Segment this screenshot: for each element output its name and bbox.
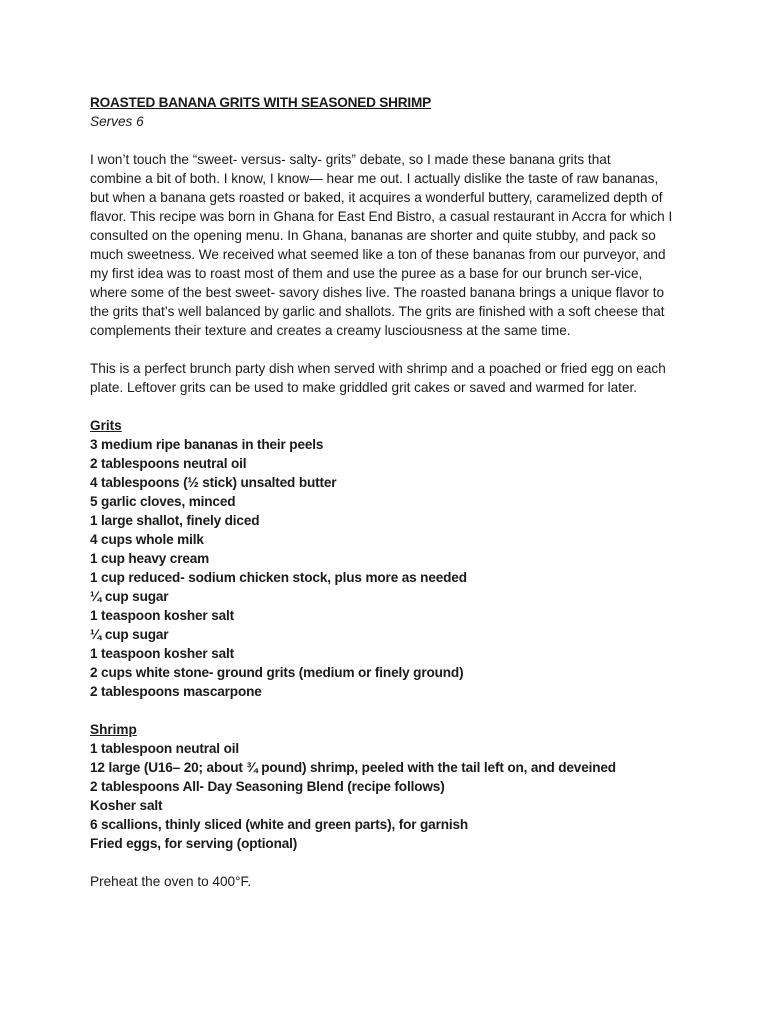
ingredient-item: 1 cup reduced- sodium chicken stock, plus more as needed [90,570,467,585]
spacer [90,701,690,720]
intro-line: flavor. This recipe was born in Ghana for East End Bistro, a casual restaurant in Accra for which I [90,209,673,224]
spacer [90,397,690,416]
intro-line: my first idea was to roast most of them and use the puree as a base for our brunch ser-vice, [90,266,643,281]
spacer [90,340,690,359]
ingredient-item: 4 cups whole milk [90,532,204,547]
spacer [90,131,690,150]
brunch-paragraph [90,359,690,397]
ingredient-item: 1 cup heavy cream [90,551,210,566]
ingredient-item: 1 tablespoon neutral oil [90,741,239,756]
brunch-line: plate. Leftover grits can be used to make griddled grit cakes or saved and warmed for later. [90,380,638,395]
ingredient-item: 2 tablespoons All- Day Seasoning Blend (recipe follows) [90,779,445,794]
shrimp-ingredient-list [90,739,690,853]
intro-line: much sweetness. We received what seemed like a ton of these bananas from our purveyor, and [90,247,666,262]
intro-line: where some of the best sweet- savory dishes live. The roasted banana brings a unique flavor to [90,285,665,300]
intro-line: complements their texture and creates a creamy lusciousness at the same time. [90,323,571,338]
ingredient-item: ¼ cup sugar [90,627,169,642]
ingredient-item: 1 teaspoon kosher salt [90,646,235,661]
ingredient-item: 2 tablespoons mascarpone [90,684,262,699]
ingredient-item: 4 tablespoons (½ stick) unsalted butter [90,475,337,490]
intro-line: but when a banana gets roasted or baked, it acquires a wonderful buttery, caramelized depth of [90,190,663,205]
grits-ingredient-list [90,435,690,701]
recipe-page [90,93,690,891]
ingredient-item: 3 medium ripe bananas in their peels [90,437,324,452]
ingredient-item: 1 teaspoon kosher salt [90,608,235,623]
ingredient-item: 2 tablespoons neutral oil [90,456,247,471]
intro-line: consulted on the opening menu. In Ghana, bananas are shorter and quite stubby, and pack so [90,228,656,243]
ingredient-item: ¼ cup sugar [90,589,169,604]
spacer [90,853,690,872]
intro-paragraph [90,150,690,340]
ingredient-item: 6 scallions, thinly sliced (white and green parts), for garnish [90,817,469,832]
serves-note: Serves 6 [90,114,144,129]
brunch-line: This is a perfect brunch party dish when served with shrimp and a poached or fried egg on each [90,361,666,376]
intro-line: combine a bit of both. I know, I know— hear me out. I actually dislike the taste of raw bananas, [90,171,659,186]
ingredient-item: 2 cups white stone- ground grits (medium or finely ground) [90,665,464,680]
intro-line: I won’t touch the “sweet- versus- salty- grits” debate, so I made these banana grits that [90,152,611,167]
ingredient-item: 1 large shallot, finely diced [90,513,260,528]
ingredient-item: Kosher salt [90,798,163,813]
ingredient-item: 12 large (U16– 20; about ¾ pound) shrimp, peeled with the tail left on, and deveined [90,760,616,775]
grits-heading: Grits [90,418,122,433]
intro-line: the grits that’s well balanced by garlic and shallots. The grits are finished with a soft cheese that [90,304,665,319]
shrimp-heading: Shrimp [90,722,137,737]
ingredient-item: 5 garlic cloves, minced [90,494,236,509]
recipe-title: ROASTED BANANA GRITS WITH SEASONED SHRIMP [90,95,431,110]
instruction-text: Preheat the oven to 400°F. [90,874,252,889]
ingredient-item: Fried eggs, for serving (optional) [90,836,298,851]
